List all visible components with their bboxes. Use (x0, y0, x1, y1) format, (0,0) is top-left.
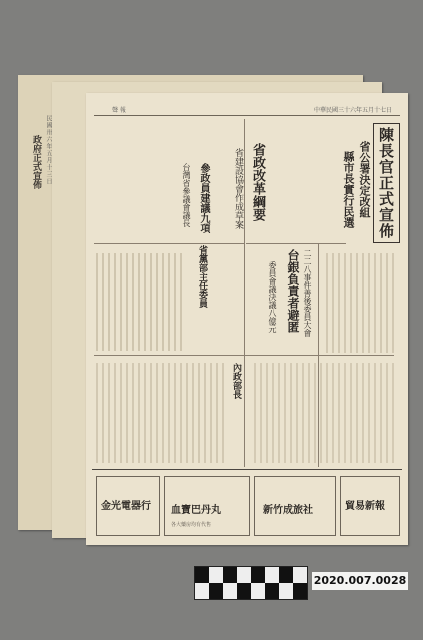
body-text-block (96, 253, 186, 351)
bank-headline: 台銀負責者避匿 (286, 249, 300, 333)
ad-title-1: 金光電器行 (101, 501, 151, 512)
column-rule (244, 119, 245, 467)
interior-headline: 內政部長 (231, 363, 241, 399)
ad-box (340, 476, 400, 536)
body-text-block (326, 253, 396, 353)
masthead-line (112, 105, 392, 114)
ad-title-2: 血寶巴丹丸 (171, 505, 221, 516)
bank-subheadline: 委員會議決議八億元 (268, 261, 277, 333)
council-subheadline: 台灣省參議會議長 (182, 163, 191, 227)
masthead-date: 中華民國三十六年五月十七日 (313, 107, 392, 114)
ad-box (96, 476, 160, 536)
reform-subheadline: 省建設協會作成草案 (233, 148, 243, 229)
ad-note: 各大藥房均有代售 (171, 522, 212, 528)
catalog-id-label: 2020.007.0028 (312, 572, 408, 590)
body-text-block (96, 363, 226, 463)
column-rule (246, 243, 346, 244)
council-headline: 參政員建議九項 (198, 163, 209, 233)
main-headline: 陳長官正式宣佈 (373, 123, 400, 243)
party-headline: 省黨部主任委員 (197, 245, 207, 308)
committee-kicker: 二二八事件善後委員大會 (303, 249, 312, 337)
ad-title-3: 新竹成旅社 (263, 505, 313, 516)
column-rule (94, 243, 244, 244)
sub-headline-2: 縣市長實行民選 (342, 151, 355, 228)
front-newspaper-sheet (86, 93, 408, 545)
masthead-rule (94, 115, 400, 116)
advertisement-strip (92, 469, 402, 540)
reform-headline: 省政改革綱要 (250, 143, 265, 221)
sub-headline-1: 省公署決定改組 (358, 141, 371, 218)
body-text-block (254, 363, 394, 463)
masthead-name: 聲 報 (112, 107, 126, 114)
ad-title-4: 貿易新報 (345, 501, 385, 512)
back-sheet-headline: 政府正式宣佈 (31, 135, 41, 189)
ad-box (254, 476, 336, 536)
back-sheet-date: 民國卅六年五月十三日 (45, 115, 52, 185)
ad-box (164, 476, 250, 536)
reference-scale-bar (194, 566, 308, 600)
